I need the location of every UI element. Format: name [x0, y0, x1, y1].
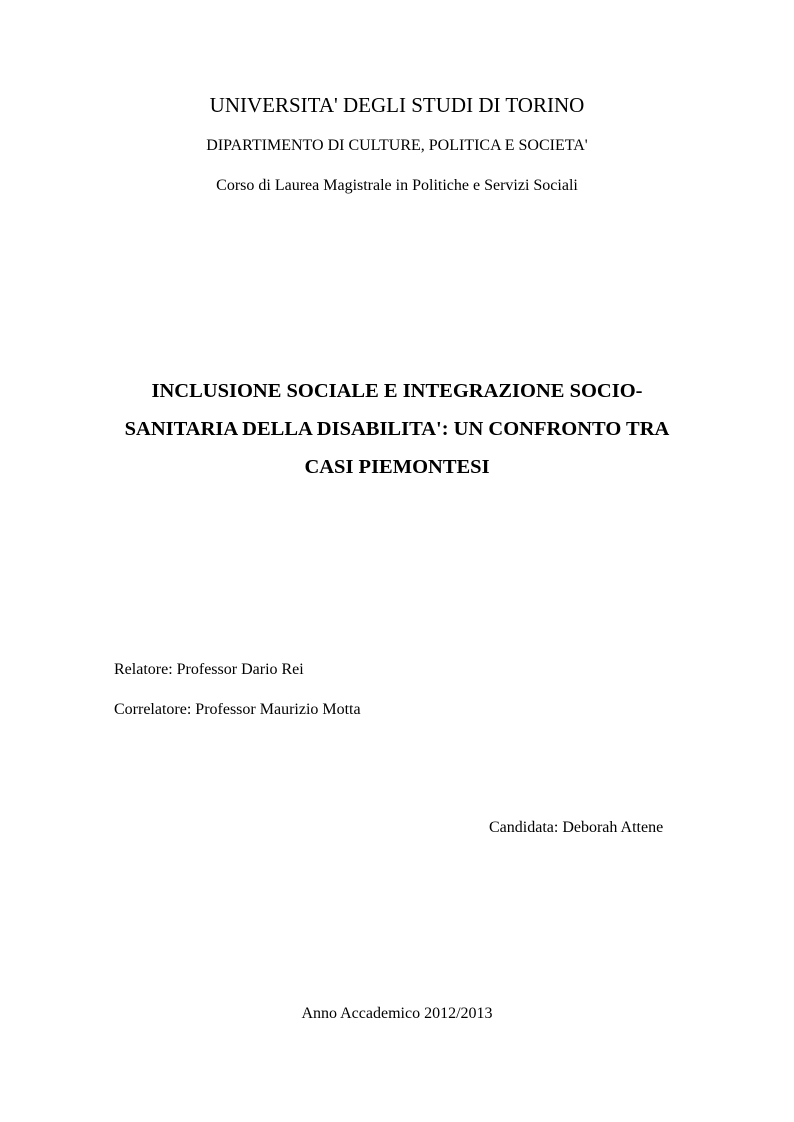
correlatore: Correlatore: Professor Maurizio Motta: [114, 701, 361, 718]
thesis-title-line: SANITARIA DELLA DISABILITA': UN CONFRONTO TRA: [124, 418, 670, 440]
thesis-title-line: INCLUSIONE SOCIALE E INTEGRAZIONE SOCIO-: [151, 380, 643, 402]
course-name: Corso di Laurea Magistrale in Politiche e Servizi Sociali: [216, 177, 578, 194]
thesis-title-line: CASI PIEMONTESI: [304, 456, 490, 478]
candidate: Candidata: Deborah Attene: [489, 819, 664, 836]
academic-year: Anno Accademico 2012/2013: [301, 1005, 493, 1022]
university-name: UNIVERSITA' DEGLI STUDI DI TORINO: [209, 93, 585, 117]
relatore: Relatore: Professor Dario Rei: [114, 661, 304, 678]
department-name: DIPARTIMENTO DI CULTURE, POLITICA E SOCIETA': [206, 137, 588, 154]
thesis-title: [0, 372, 794, 486]
